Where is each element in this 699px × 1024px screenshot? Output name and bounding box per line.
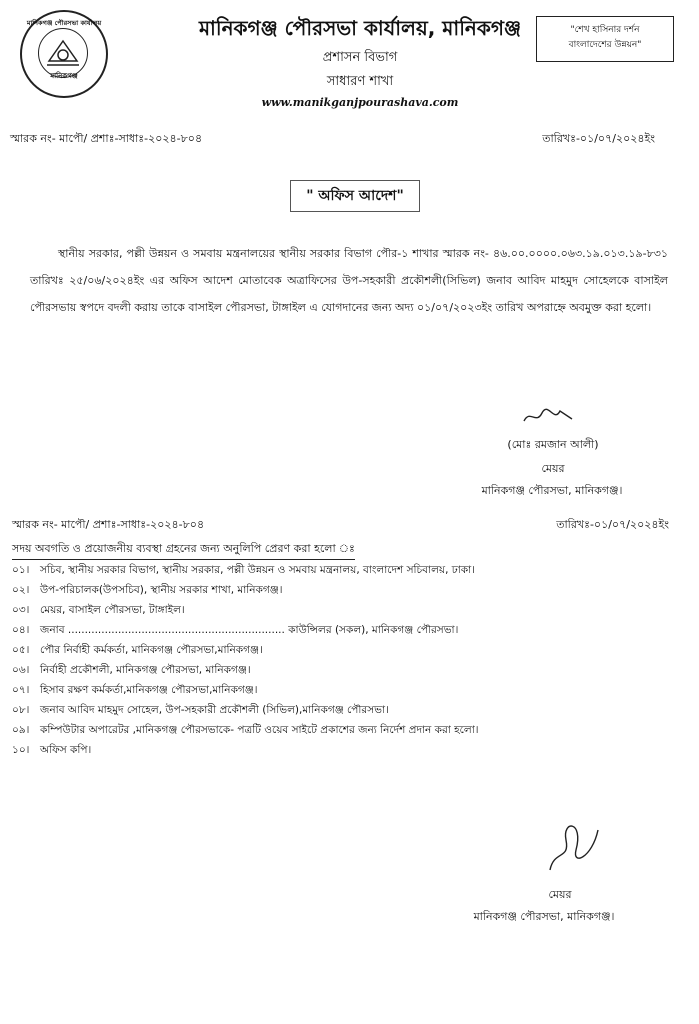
signatory-name: (মোঃ রমজান আলী) [507,438,599,451]
slogan-line-2: বাংলাদেশের উন্নয়ন" [568,40,642,50]
seal-bottom-text: মানিকগঞ্জ [50,72,78,80]
memo-number: স্মারক নং- মাপৌ/ প্রশাঃ-সাধাঃ-২০২৪-৮০৪ [10,132,203,145]
list-item-number: ০৪। [12,624,30,636]
list-item-number: ০৯। [12,724,30,736]
copy-intro: সদয় অবগতি ও প্রয়োজনীয় ব্যবস্থা গ্রহনের জন্য অনুলিপি প্রেরণ করা হলো ঃ [12,540,355,560]
signatory-designation: মেয়র [541,462,565,475]
list-item-text: জনাব আবিদ মাহমুদ সোহেল, উপ-সহকারী প্রকৌশলী (সিভিল),মানিকগঞ্জ পৌরসভা। [40,704,389,716]
list-item-text: কম্পিউটার অপারেটর ,মানিকগঞ্জ পৌরসভাকে- পত্রটি ওয়েব সাইটে প্রকাশের জন্য নির্দেশ প্রদান করা হলো। [40,724,479,736]
list-item-number: ০৮। [12,704,30,716]
list-item-text: জনাব ................................................................. কাউন্সিলর (সকল), মানিকগঞ্জ পৌরসভা। [40,624,459,636]
list-item [12,600,682,620]
list-item-number: ০৫। [12,644,30,656]
municipality-seal [20,10,108,98]
list-item-number: ০৩। [12,604,30,616]
memo-date: তারিখঃ-০১/০৭/২০২৪ইং [542,132,655,145]
department-name: প্রশাসন বিভাগ [322,50,398,65]
signatory2-office: মানিকগঞ্জ পৌরসভা, মানিকগঞ্জ। [473,910,615,923]
office-order-title: " অফিস আদেশ" [290,180,420,212]
list-item-text: মেয়র, বাসাইল পৌরসভা, টাঙ্গাইল। [40,604,185,616]
list-item-text: হিসাব রক্ষণ কর্মকর্তা,মানিকগঞ্জ পৌরসভা,মানিকগঞ্জ। [40,684,258,696]
signatory-office: মানিকগঞ্জ পৌরসভা, মানিকগঞ্জ। [481,484,623,497]
list-item [12,580,682,600]
copy-list [12,560,682,760]
office-title: মানিকগঞ্জ পৌরসভা কার্যালয়, মানিকগঞ্জ [198,16,522,40]
branch-name: সাধারণ শাখা [326,74,394,89]
list-item [12,640,682,660]
memo-date-copy: তারিখঃ-০১/০৭/২০২৪ইং [556,518,669,531]
list-item [12,660,682,680]
list-item-text: পৌর নির্বাহী কর্মকর্তা, মানিকগঞ্জ পৌরসভা,মানিকগঞ্জ। [40,644,263,656]
list-item-number: ০৭। [12,684,30,696]
website-link[interactable]: www.manikganjpourashava.com [261,96,459,109]
signature-mark-2 [540,810,610,880]
seal-top-text: মানিকগঞ্জ পৌরসভা কার্যালয় [26,19,102,27]
memo-number-copy: স্মারক নং- মাপৌ/ প্রশাঃ-সাধাঃ-২০২৪-৮০৪ [12,518,205,531]
list-item-number: ০১। [12,564,30,576]
signature-mark-1 [520,405,580,429]
list-item [12,560,682,580]
list-item-text: নির্বাহী প্রকৌশলী, মানিকগঞ্জ পৌরসভা, মানিকগঞ্জ। [40,664,251,676]
list-item [12,620,682,640]
list-item-number: ০২। [12,584,30,596]
order-paragraph: স্থানীয় সরকার, পল্লী উন্নয়ন ও সমবায় মন্ত্রনালয়ের স্থানীয় সরকার বিভাগ পৌর-১ শাখার স্মারক নং- ৪৬.০০.০০০০.০৬৩.১৯.০১৩.১৯-৮৩১ তারিখঃ ২৫/০৬/২০২৪ইং এর অফিস আদেশ মোতাবেক অত্রাফিসের উপ-সহকারী প্রকৌশলী(সিভিল) জনাব আবিদ মাহমুদ সোহেলকে বাসাইল পৌরসভায় স্বপদে বদলী করায় তাকে বাসাইল পৌরসভা, টাঙ্গাইল এ যোগদানের জন্য অদ্য ০১/০৭/২০২৩ইং তারিখ অপরাহ্নে অবমুক্ত করা হলো। [30,247,668,314]
list-item-text: অফিস কপি। [40,744,92,756]
list-item-number: ০৬। [12,664,30,676]
list-item-text: সচিব, স্থানীয় সরকার বিভাগ, স্থানীয় সরকার, পল্লী উন্নয়ন ও সমবায় মন্ত্রনালয়, বাংলাদেশ সচিবালয়, ঢাকা। [40,564,475,576]
list-item-text: উপ-পরিচালক(উপসচিব), স্থানীয় সরকার শাখা, মানিকগঞ্জ। [40,584,283,596]
list-item [12,720,682,740]
list-item-number: ১০। [12,744,30,756]
list-item [12,700,682,720]
list-item [12,680,682,700]
slogan-box [536,16,674,62]
signatory2-designation: মেয়র [548,888,572,901]
slogan-line-1: "শেখ হাসিনার দর্শন [570,25,640,35]
list-item [12,740,682,760]
